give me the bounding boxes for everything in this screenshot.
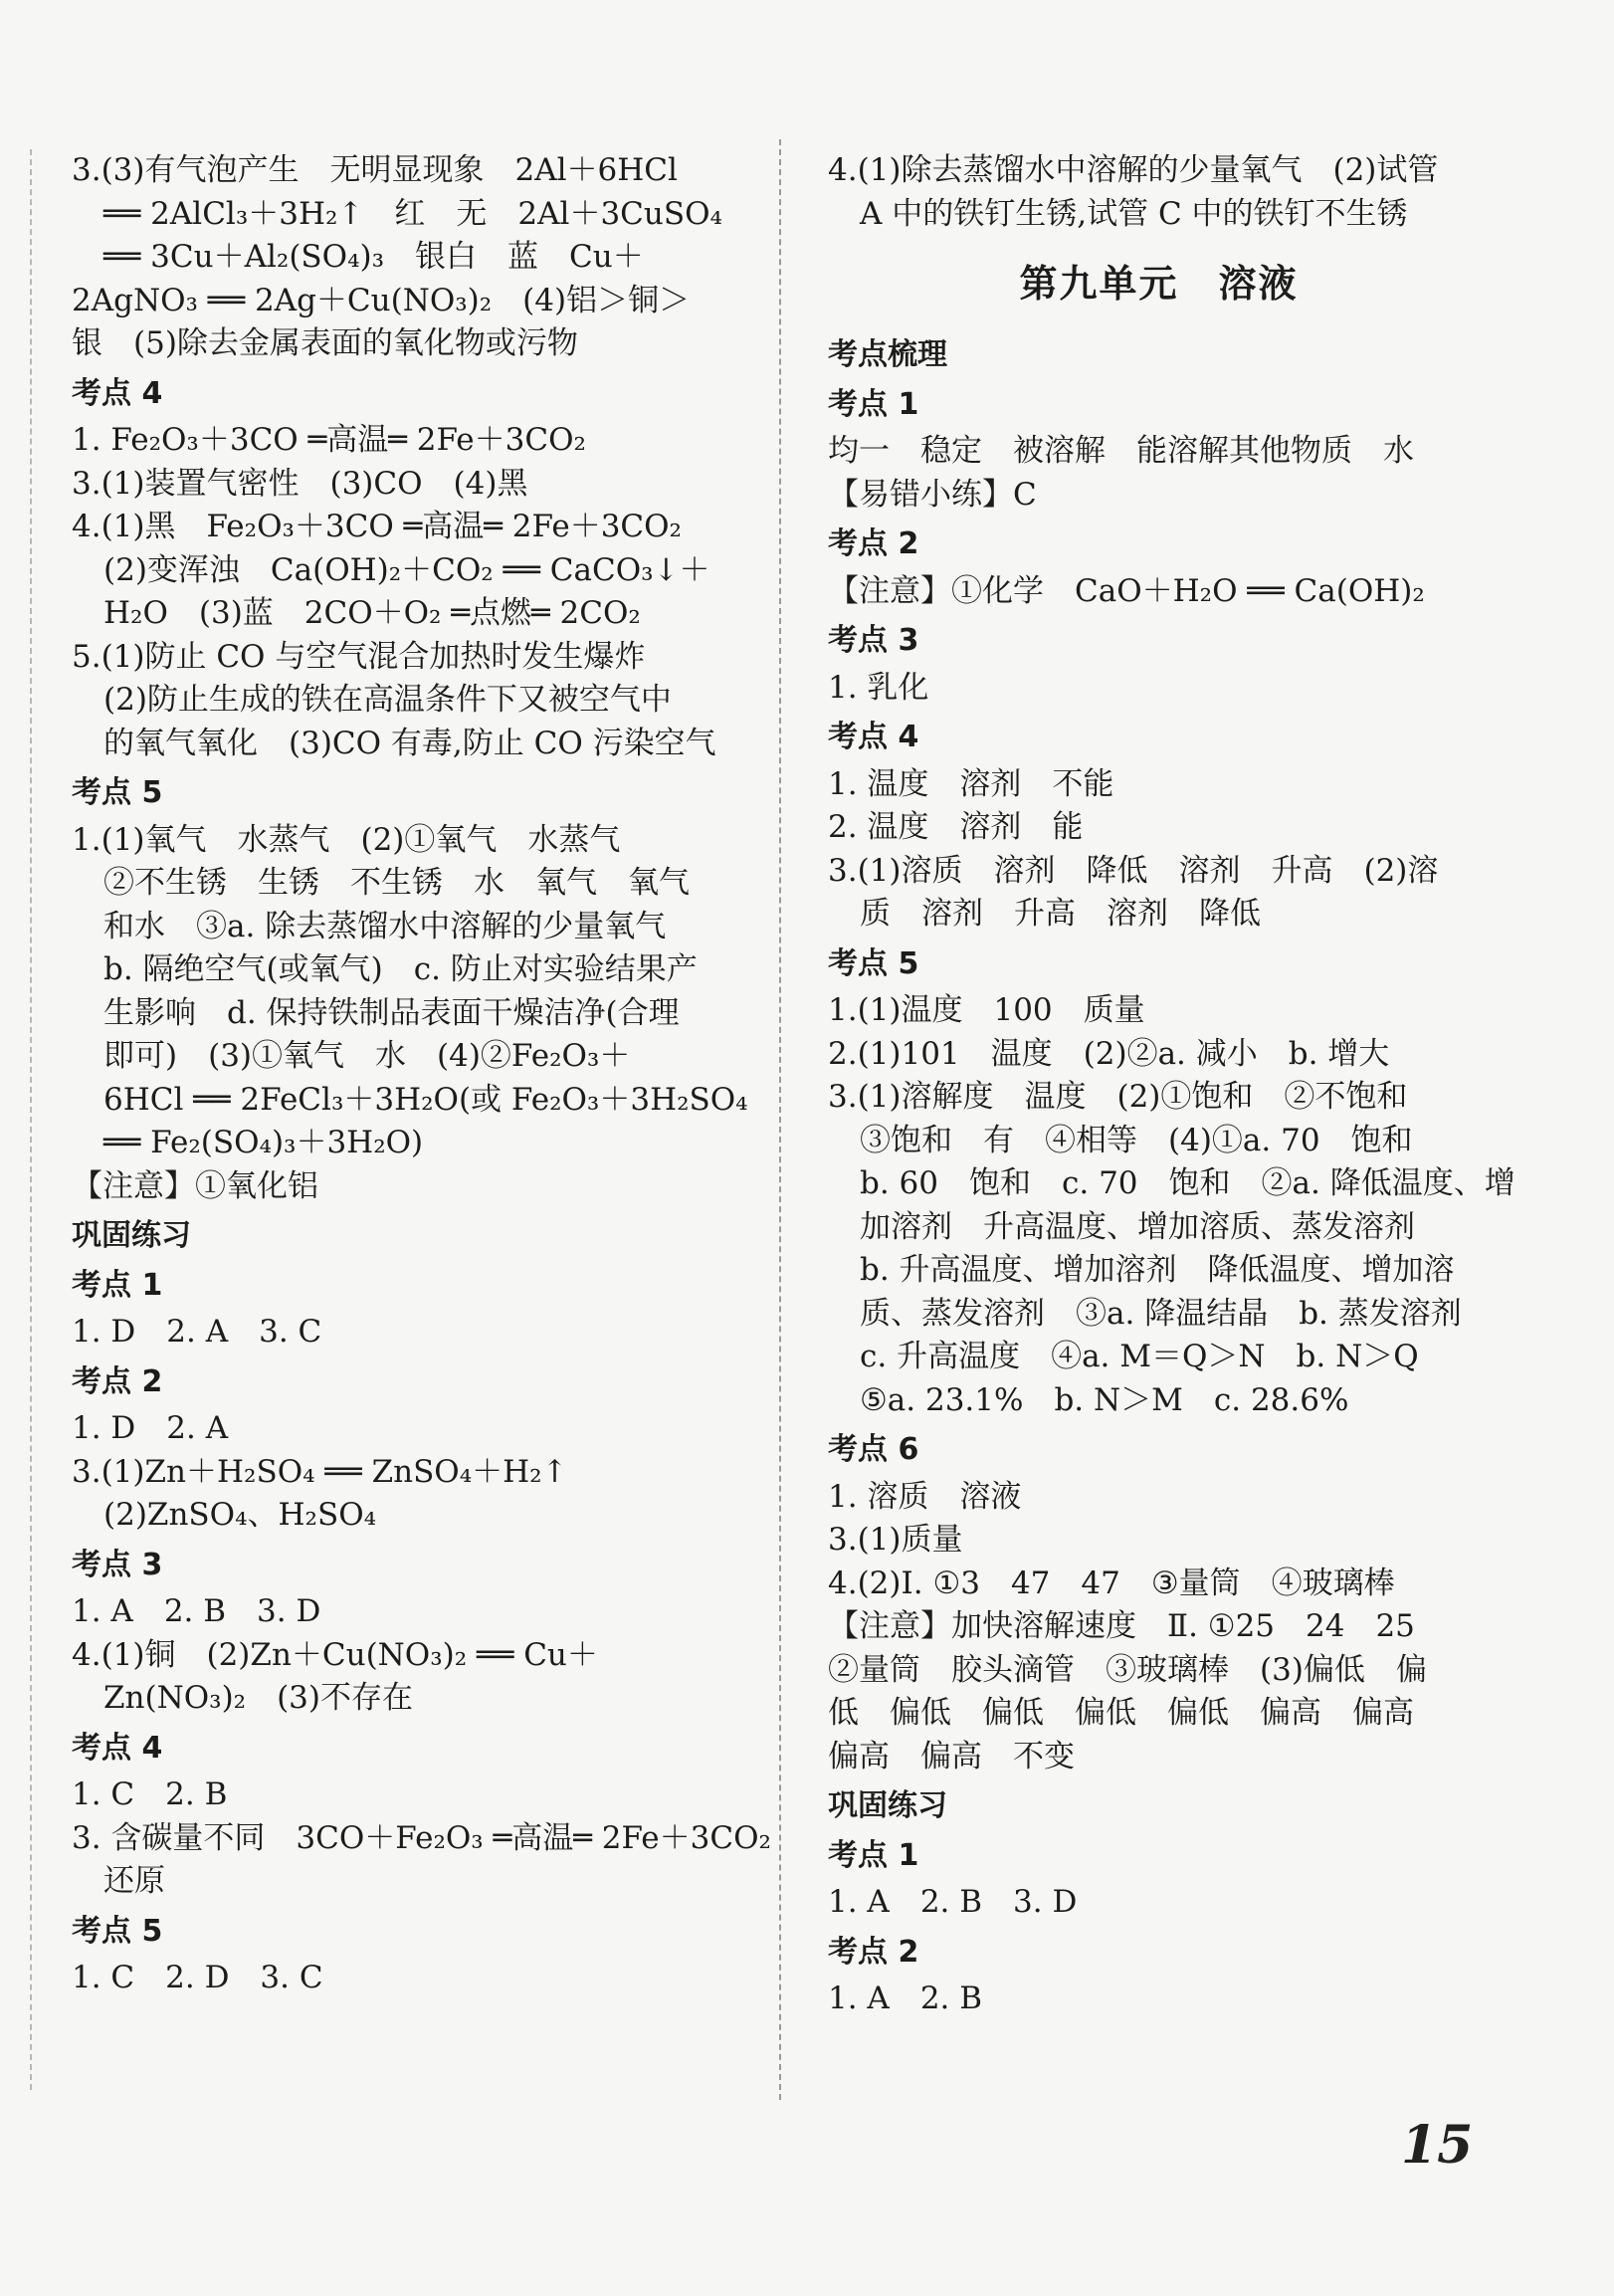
answer-line: 2.(1)101 温度 (2)②a. 减小 b. 增大	[828, 1035, 1390, 1072]
answer-line: 3.(1)Zn＋H₂SO₄ ══ ZnSO₄＋H₂↑	[72, 1453, 568, 1490]
section-heading: 考点 6	[828, 1432, 919, 1467]
answer-line: (2)防止生成的铁在高温条件下又被空气中	[103, 682, 672, 718]
answer-line: 【注意】①氧化铝	[72, 1167, 318, 1204]
answer-line: H₂O (3)蓝 2CO＋O₂ ═点燃═ 2CO₂	[103, 595, 641, 631]
answer-line: A 中的铁钉生锈,试管 C 中的铁钉不生锈	[860, 195, 1408, 232]
answer-line: 4.(2)Ⅰ. ①3 47 47 ③量筒 ④玻璃棒	[828, 1565, 1395, 1601]
section-heading: 考点 2	[828, 1934, 919, 1970]
answer-line: 3. 含碳量不同 3CO＋Fe₂O₃ ═高温═ 2Fe＋3CO₂	[72, 1819, 771, 1856]
answer-line: 3.(3)有气泡产生 无明显现象 2Al＋6HCl	[72, 152, 678, 188]
answer-line: 的氧气氧化 (3)CO 有毒,防止 CO 污染空气	[103, 725, 716, 761]
section-heading: 考点 1	[828, 386, 919, 422]
answer-line: (2)变浑浊 Ca(OH)₂＋CO₂ ══ CaCO₃↓＋	[103, 551, 710, 588]
answer-line: 2. 温度 溶剂 能	[828, 809, 1084, 845]
answer-line: b. 隔绝空气(或氧气) c. 防止对实验结果产	[103, 951, 698, 987]
section-heading: 考点 4	[828, 720, 919, 754]
right-column	[828, 149, 1515, 2021]
answer-line: b. 60 饱和 c. 70 饱和 ②a. 降低温度、增	[860, 1165, 1515, 1201]
answer-line: ②不生锈 生锈 不生锈 水 氧气 氧气	[103, 865, 690, 901]
answer-line: ══ Fe₂(SO₄)₃＋3H₂O)	[103, 1125, 424, 1160]
answer-line: 还原	[103, 1863, 165, 1899]
answer-line: 【易错小练】C	[828, 476, 1037, 513]
answer-line: 加溶剂 升高温度、增加溶质、蒸发溶剂	[860, 1208, 1415, 1245]
section-heading: 考点 2	[828, 526, 919, 561]
answer-line: ③饱和 有 ④相等 (4)①a. 70 饱和	[860, 1122, 1413, 1158]
answer-line: b. 升高温度、增加溶剂 降低温度、增加溶	[860, 1252, 1455, 1288]
answer-line: 1. A 2. B 3. D	[828, 1884, 1078, 1920]
answer-line: 1.(1)温度 100 质量	[828, 992, 1145, 1028]
answer-line: 1. 溶质 溶液	[828, 1478, 1022, 1515]
section-heading: 考点 1	[828, 1837, 919, 1873]
page-number: 15	[1401, 2115, 1474, 2176]
answer-line: 4.(1)黑 Fe₂O₃＋3CO ═高温═ 2Fe＋3CO₂	[72, 509, 682, 544]
section-heading: 考点 4	[72, 375, 163, 411]
answer-line: 1. D 2. A	[72, 1410, 229, 1446]
answer-line: 1. 乳化	[828, 669, 929, 706]
answer-line: 3.(1)质量	[828, 1522, 963, 1558]
section-heading: 巩固练习	[828, 1788, 947, 1823]
answer-line: 低 偏低 偏低 偏低 偏低 偏高 偏高	[828, 1695, 1414, 1731]
answer-line: c. 升高温度 ④a. M＝Q＞N b. N＞Q	[860, 1339, 1419, 1374]
answer-line: ══ 2AlCl₃＋3H₂↑ 红 无 2Al＋3CuSO₄	[103, 195, 722, 232]
answer-line: Zn(NO₃)₂ (3)不存在	[103, 1680, 413, 1716]
section-heading: 考点 1	[72, 1267, 163, 1303]
section-heading: 考点 2	[72, 1363, 163, 1399]
section-heading: 考点 5	[72, 775, 163, 810]
answer-line: 3.(1)装置气密性 (3)CO (4)黑	[72, 465, 528, 502]
section-heading: 考点 5	[72, 1913, 163, 1949]
section-heading: 考点 5	[828, 945, 919, 981]
section-heading: 考点梳理	[828, 337, 947, 372]
answer-line: 即可) (3)①氧气 水 (4)②Fe₂O₃＋	[103, 1038, 631, 1074]
answer-line: 质 溶剂 升高 溶剂 降低	[860, 896, 1261, 932]
section-heading: 考点 3	[72, 1547, 163, 1582]
unit-title: 第九单元 溶液	[1019, 262, 1299, 306]
section-heading: 考点 4	[72, 1730, 163, 1766]
answer-line: 3.(1)溶解度 温度 (2)①饱和 ②不饱和	[828, 1079, 1408, 1115]
answer-line: 质、蒸发溶剂 ③a. 降温结晶 b. 蒸发溶剂	[860, 1295, 1462, 1332]
answer-line: 1. A 2. B	[828, 1981, 983, 2016]
binding-edge	[30, 149, 32, 2090]
section-heading: 考点 3	[828, 623, 919, 658]
answer-line: 1.(1)氧气 水蒸气 (2)①氧气 水蒸气	[72, 821, 621, 858]
section-heading: 巩固练习	[72, 1218, 191, 1253]
answer-line: 5.(1)防止 CO 与空气混合加热时发生爆炸	[72, 638, 646, 675]
answer-line: 4.(1)除去蒸馏水中溶解的少量氧气 (2)试管	[828, 152, 1439, 188]
answer-line: 1. Fe₂O₃＋3CO ═高温═ 2Fe＋3CO₂	[72, 422, 586, 458]
answer-line: ②量筒 胶头滴管 ③玻璃棒 (3)偏低 偏	[828, 1651, 1427, 1688]
answer-line: 【注意】加快溶解速度 Ⅱ. ①25 24 25	[828, 1608, 1415, 1644]
answer-line: 1. A 2. B 3. D	[72, 1593, 321, 1629]
answer-line: 4.(1)铜 (2)Zn＋Cu(NO₃)₂ ══ Cu＋	[72, 1636, 598, 1673]
answer-line: 均一 稳定 被溶解 能溶解其他物质 水	[828, 433, 1414, 469]
answer-line: 银 (5)除去金属表面的氧化物或污物	[72, 325, 578, 361]
answer-line: 1. D 2. A 3. C	[72, 1314, 322, 1350]
answer-line: ══ 3Cu＋Al₂(SO₄)₃ 银白 蓝 Cu＋	[103, 239, 644, 275]
answer-line: 生影响 d. 保持铁制品表面干燥洁净(合理	[103, 994, 680, 1031]
answer-line: 6HCl ══ 2FeCl₃＋3H₂O(或 Fe₂O₃＋3H₂SO₄	[103, 1081, 748, 1118]
column-divider	[779, 139, 781, 2100]
answer-line: 2AgNO₃ ══ 2Ag＋Cu(NO₃)₂ (4)铝＞铜＞	[72, 282, 691, 318]
left-column	[72, 149, 771, 2000]
answer-line: 【注意】①化学 CaO＋H₂O ══ Ca(OH)₂	[828, 572, 1425, 609]
answer-line: 1. C 2. B	[72, 1776, 228, 1812]
answer-line: 1. C 2. D 3. C	[72, 1960, 323, 1995]
answer-line: (2)ZnSO₄、H₂SO₄	[103, 1497, 377, 1533]
answer-line: 1. 温度 溶剂 不能	[828, 765, 1114, 802]
answer-line: 3.(1)溶质 溶剂 降低 溶剂 升高 (2)溶	[828, 852, 1439, 889]
answer-line: 和水 ③a. 除去蒸馏水中溶解的少量氧气	[103, 908, 667, 944]
answer-line: 偏高 偏高 不变	[828, 1738, 1075, 1774]
answer-line: ⑤a. 23.1% b. N＞M c. 28.6%	[860, 1381, 1349, 1418]
